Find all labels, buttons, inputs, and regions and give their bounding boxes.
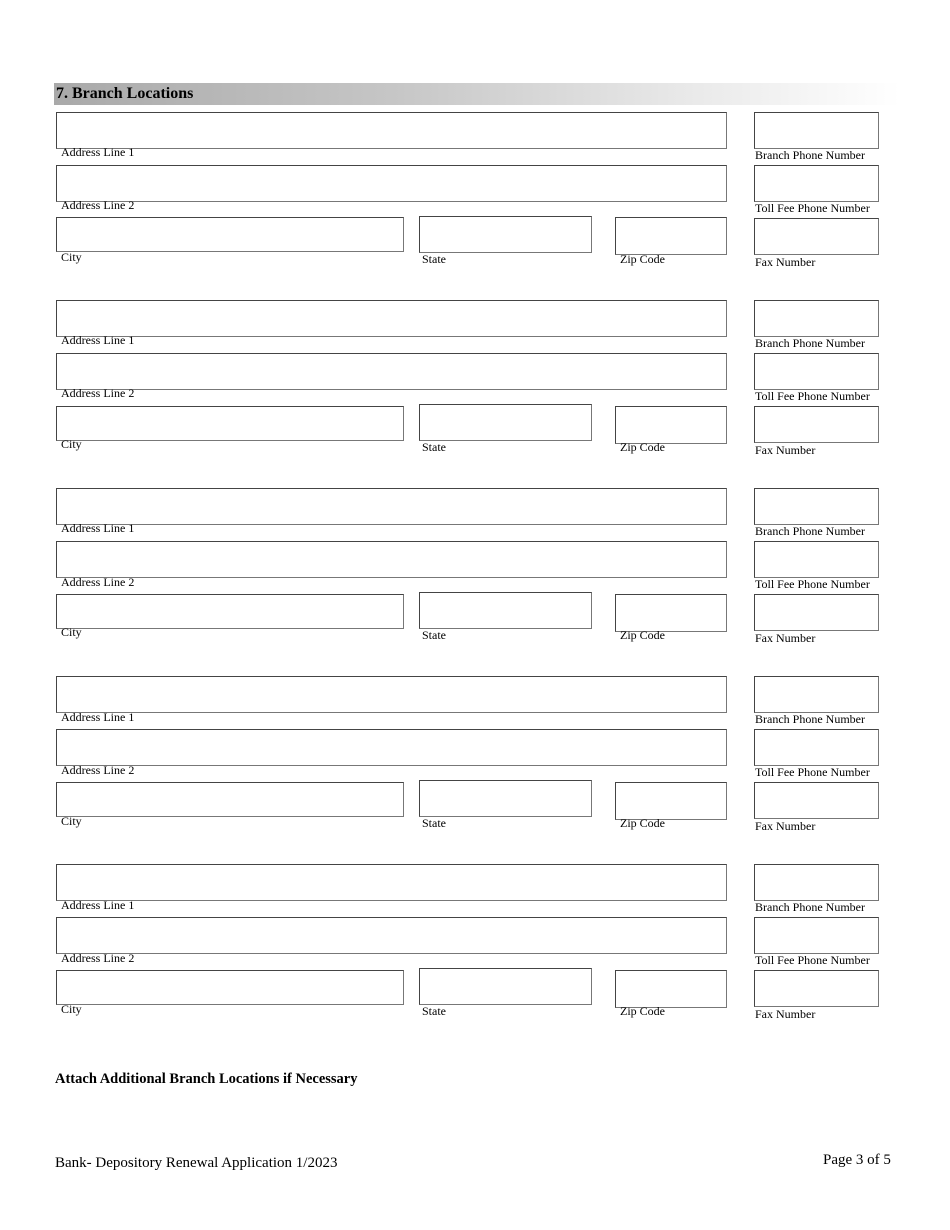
address-line-1-field[interactable] [56,112,727,149]
city-label: City [61,814,82,828]
branch-phone-field[interactable] [754,864,879,901]
address-line-1-field[interactable] [56,676,727,713]
address-line-2-label: Address Line 2 [61,386,135,400]
address-line-1-field[interactable] [56,488,727,525]
city-field[interactable] [56,970,404,1005]
state-field[interactable] [419,592,592,629]
zip-code-field[interactable] [615,782,727,820]
footer-form-name: Bank- Depository Renewal Application 1/2023 [55,1155,338,1171]
state-field[interactable] [419,216,592,253]
fax-number-label: Fax Number [755,1007,816,1021]
city-label: City [61,250,82,264]
toll-fee-phone-label: Toll Fee Phone Number [755,953,870,967]
branch-phone-field[interactable] [754,676,879,713]
toll-fee-phone-field[interactable] [754,165,879,202]
section-title: 7. Branch Locations [56,85,194,102]
address-line-1-label: Address Line 1 [61,710,135,724]
branch-phone-label: Branch Phone Number [755,148,865,162]
footer-page-number: Page 3 of 5 [823,1152,891,1168]
address-line-2-label: Address Line 2 [61,763,135,777]
branch-block-5 [0,864,950,1044]
address-line-1-label: Address Line 1 [61,521,135,535]
state-field[interactable] [419,780,592,817]
fax-number-field[interactable] [754,406,879,443]
city-label: City [61,437,82,451]
city-field[interactable] [56,217,404,252]
toll-fee-phone-label: Toll Fee Phone Number [755,201,870,215]
zip-code-label: Zip Code [620,440,665,454]
zip-code-label: Zip Code [620,252,665,266]
fax-number-label: Fax Number [755,443,816,457]
branch-phone-field[interactable] [754,488,879,525]
fax-number-field[interactable] [754,970,879,1007]
city-label: City [61,625,82,639]
state-label: State [422,816,446,830]
branch-block-1 [0,112,950,292]
toll-fee-phone-label: Toll Fee Phone Number [755,765,870,779]
toll-fee-phone-label: Toll Fee Phone Number [755,389,870,403]
address-line-1-label: Address Line 1 [61,145,135,159]
zip-code-field[interactable] [615,217,727,255]
address-line-1-field[interactable] [56,864,727,901]
address-line-2-field[interactable] [56,729,727,766]
address-line-1-field[interactable] [56,300,727,337]
fax-number-field[interactable] [754,782,879,819]
fax-number-label: Fax Number [755,631,816,645]
address-line-2-field[interactable] [56,353,727,390]
branch-block-2 [0,300,950,480]
fax-number-field[interactable] [754,218,879,255]
branch-block-3 [0,488,950,668]
toll-fee-phone-field[interactable] [754,729,879,766]
toll-fee-phone-field[interactable] [754,917,879,954]
city-label: City [61,1002,82,1016]
address-line-2-field[interactable] [56,541,727,578]
zip-code-label: Zip Code [620,816,665,830]
state-label: State [422,1004,446,1018]
toll-fee-phone-field[interactable] [754,541,879,578]
zip-code-label: Zip Code [620,628,665,642]
branch-block-4 [0,676,950,856]
city-field[interactable] [56,406,404,441]
address-line-2-field[interactable] [56,917,727,954]
fax-number-label: Fax Number [755,255,816,269]
address-line-1-label: Address Line 1 [61,898,135,912]
state-label: State [422,628,446,642]
branch-phone-label: Branch Phone Number [755,524,865,538]
state-label: State [422,252,446,266]
zip-code-field[interactable] [615,594,727,632]
fax-number-field[interactable] [754,594,879,631]
city-field[interactable] [56,594,404,629]
address-line-2-label: Address Line 2 [61,951,135,965]
zip-code-field[interactable] [615,970,727,1008]
address-line-2-label: Address Line 2 [61,575,135,589]
branch-phone-label: Branch Phone Number [755,900,865,914]
state-label: State [422,440,446,454]
address-line-1-label: Address Line 1 [61,333,135,347]
fax-number-label: Fax Number [755,819,816,833]
address-line-2-field[interactable] [56,165,727,202]
section-header [54,83,900,105]
address-line-2-label: Address Line 2 [61,198,135,212]
attach-note: Attach Additional Branch Locations if Necessary [55,1071,358,1087]
branch-phone-label: Branch Phone Number [755,712,865,726]
toll-fee-phone-field[interactable] [754,353,879,390]
branch-phone-field[interactable] [754,300,879,337]
branch-phone-field[interactable] [754,112,879,149]
branch-phone-label: Branch Phone Number [755,336,865,350]
zip-code-label: Zip Code [620,1004,665,1018]
state-field[interactable] [419,404,592,441]
toll-fee-phone-label: Toll Fee Phone Number [755,577,870,591]
city-field[interactable] [56,782,404,817]
zip-code-field[interactable] [615,406,727,444]
state-field[interactable] [419,968,592,1005]
